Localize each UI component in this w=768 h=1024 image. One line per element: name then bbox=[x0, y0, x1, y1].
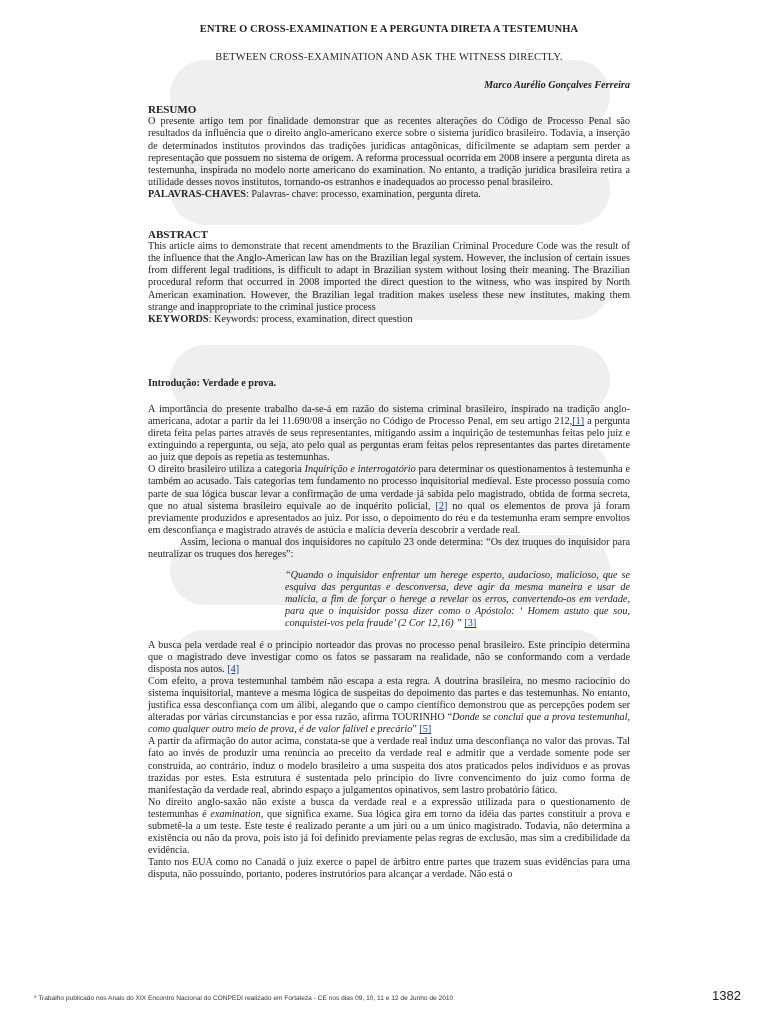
paragraph-3: Assim, leciona o manual dos inquisidores no capítulo 23 onde determina: “Os dez truques do inquisidor para neutralizar os truques dos hereges”: bbox=[148, 536, 630, 560]
palavras-chaves-label: PALAVRAS-CHAVES bbox=[148, 188, 246, 200]
footnote-ref-4[interactable]: [4] bbox=[227, 663, 240, 675]
footnote-ref-2[interactable]: [2] bbox=[435, 500, 448, 512]
p5-text-a: Com efeito, a prova testemunhal também não escapa a esta regra. A doutrina brasileira, no mesmo raciocínio do sistema inquisitorial, manteve a mesma lógica de suspeitas do depoimento das partes e das testemunhas. No entanto, justifica essa desconfiança com um álibi, alegando que o campo científico demonstrou que as percepções podem ser alteradas por várias circunstancias e por essa razão, afirma TOURINHO “ bbox=[148, 675, 630, 724]
p4-text-a: A busca pela verdade real é o princípio norteador das provas no processo penal brasileiro. Este princípio determina que o magistrado deve investigar como os fatos se passaram na realidade, não se conformando com a verdade disposta nos autos. bbox=[148, 639, 630, 675]
inquisitor-quote bbox=[285, 570, 630, 630]
paragraph-7 bbox=[148, 797, 630, 857]
paragraph-6: A partir da afirmação do autor acima, constata-se que a verdade real induz uma desconfiança no valor das provas. Tal fato ao invés de produzir uma renúncia ao preceito da verdade real e admitir que a verdade somente pode ser construída, ao contrário, induz o modelo brasileiro a uma suspeita dos atos praticados pelos indivíduos e as provas trazidas por estes. Esta estrutura é sustentada pelo princípio do livre convencimento do juiz como forma de manifestação da verdade real, abrindo espaço a julgamentos opinativos, sem lastro probatório fático. bbox=[148, 736, 630, 796]
p1-text-b: a pergunta direta feita pelas partes através de seus representantes, mitigando assim a inquirição de testemunhas feitas pelo juiz e extinguindo a repergunta, ou seja, ato pelo qual as perguntas eram feitas pelos representantes das partes diretamente ao juiz que depois as repetia as testemunhas. bbox=[148, 415, 630, 464]
p7-text-a: No direito anglo-saxão não existe a busca da verdade real e a expressão utilizada para o questionamento de testemunhas é bbox=[148, 796, 630, 820]
p7-emphasis: examination bbox=[210, 808, 261, 820]
p2-text-b: para determinar os questionamentos à testemunha e também ao acusado. Tais categorias tem fundamento no processo inquisitorial medieval. Este processo possuía como parte de sua lógica buscar levar a confirmação de uma verdade já sabida pelo magistrado, obtida de forma secreta, que no atual sistema brasileiro equivale ao de inquérito policial, bbox=[148, 464, 630, 512]
paper-page bbox=[148, 24, 630, 881]
keywords-text: : Keywords: process, examination, direct question bbox=[208, 313, 413, 325]
page-number: 1382 bbox=[712, 988, 741, 1003]
resumo-heading: RESUMO bbox=[148, 104, 197, 117]
footnote-ref-3[interactable]: [3] bbox=[464, 618, 477, 630]
resumo-text: O presente artigo tem por finalidade demonstrar que as recentes alterações do Código de Processo Penal são resultados da influência que o direito anglo-americano exerce sobre o sistema jurídico brasileiro. Todavia, a inserção de determinados institutos provindos das tradições jurídicas antagônicas, dificilmente se adaptam sem perder a representação que possuem no sistema de origem. A reforma processual ocorrida em 2008 insere a pergunta direta as testemunha, inspirada no modelo norte americano do examination. No entanto, a tradição jurídica brasileira retira a utilidade desses novos institutos, tornando-os estranhos e inadequados ao processo penal brasileiro. bbox=[148, 116, 630, 188]
paragraph-4 bbox=[148, 640, 630, 676]
palavras-chaves-text: : Palavras- chave: processo, examination, pergunta direta. bbox=[245, 188, 481, 200]
palavras-chaves bbox=[148, 189, 630, 201]
p7-text-b: , que significa exame. Sua lógica gira em torno da idéia das partes constituir a prova e submetê-la a um teste. Este teste é realizado perante a um júri ou a um único magistrado. Todavia, não determina a existência ou não da prova, pois isto já foi definido previamente pelas regras de exclusão, mas sim a credibilidade da evidência. bbox=[148, 808, 630, 857]
p2-emphasis: Inquirição e interrogatório bbox=[304, 464, 416, 476]
quote-text: “Quando o inquisidor enfrentar um herege esperto, audacioso, malicioso, que se esquiva das perguntas e desconversa, deve agir da mesma maneira e usar de malícia, a fim de forçar o herege a revelar os erros, convertendo-os em verdade, para que o inquisidor possa dizer como o Apóstolo: ‘ Homem astuto que sou, conquistei-vos pela fraude’ (2 Cor 12,16) ” bbox=[285, 570, 630, 630]
abstract-text: This article aims to demonstrate that recent amendments to the Brazilian Criminal Procedure Code was the result of the influence that the Anglo-American law has on the Brazilian legal system. However, the inclusion of certain issues from different legal traditions, is difficult to adapt in Brazilian system without losing their meaning. The Brazilian procedural reform that occurred in 2008 imported the direct question to the witness, who was inspired by North American examination. However, the Brazilian legal tradition makes useless these new institutes, making them strange and inappropriate to the criminal justice process bbox=[148, 241, 630, 313]
paragraph-5 bbox=[148, 676, 630, 736]
paper-title: ENTRE O CROSS-EXAMINATION E A PERGUNTA DIRETA A TESTEMUNHA bbox=[199, 24, 579, 35]
paragraph-1 bbox=[148, 404, 630, 464]
p5-text-b: ” bbox=[412, 724, 420, 736]
p1-text-a: A importância do presente trabalho da-se-á em razão do sistema criminal brasileiro, inspirado na tradição anglo-americana, adotar a partir da lei 11.690/08 a inserção no Código de Processo Penal, em seu artigo 212, bbox=[148, 403, 630, 427]
p2-text-a: O direito brasileiro utiliza a categoria bbox=[148, 464, 305, 476]
keywords-label: KEYWORDS bbox=[148, 313, 209, 325]
p5-emphasis: Donde se conclui que a prova testemunhal, como qualquer outro meio de prova, é de valor falível e precário bbox=[148, 712, 630, 736]
paragraph-2 bbox=[148, 464, 630, 537]
footnote-ref-5[interactable]: [5] bbox=[419, 724, 432, 736]
author-name: Marco Aurélio Gonçalves Ferreira bbox=[484, 80, 630, 92]
p2-text-c: no qual os elementos de prova já foram previamente produzidos e apresentados ao juiz. Por isso, o depoimento do réu e da testemunha eram sempre envoltos em desconfiança e magistrado através de astúcia e malícia deveria descobrir a verdade real. bbox=[148, 500, 631, 536]
footnote-ref-1[interactable]: [1] bbox=[572, 415, 585, 427]
intro-heading: Introdução: Verdade e prova. bbox=[148, 377, 277, 389]
paragraph-8: Tanto nos EUA como no Canadá o juiz exerce o papel de árbitro entre partes que trazem suas evidências para uma disputa, não possuindo, portanto, poderes instrutórios para alcançar a verdade. Não está o bbox=[148, 857, 630, 881]
paper-subtitle: BETWEEN CROSS-EXAMINATION AND ASK THE WITNESS DIRECTLY. bbox=[215, 52, 563, 64]
conference-footnote: * Trabalho publicado nos Anais do XIX Encontro Nacional do CONPEDI realizado em Fortaleza - CE nos dias 09, 10, 11 e 12 de Junho de 2010 bbox=[34, 995, 454, 1002]
keywords bbox=[148, 314, 630, 326]
abstract-heading: ABSTRACT bbox=[148, 229, 208, 242]
